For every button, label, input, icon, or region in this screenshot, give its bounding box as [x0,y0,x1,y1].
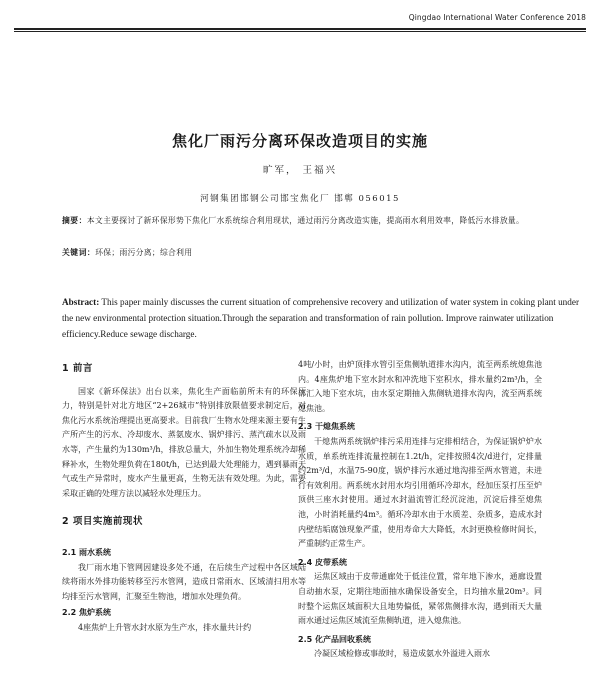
section-2-2-paragraph: 4座焦炉上升管水封水原为生产水，排水量共计约 [78,622,252,632]
abstract-cn-text: 本文主要探讨了新环保形势下焦化厂水系统综合利用现状，通过雨污分离改造实施，提高雨水利用效率，降低污水排放量。 [86,216,525,225]
abstract-en [62,294,582,342]
section-2-4-paragraph: 运焦区域由于皮带通廊处于低洼位置，常年地下渗水，通廊设置自动抽水泵，定期往地面抽水确保设备安全，日均抽水量20m³。同时整个运焦区域面积大且地势偏低，紧邻焦侧排水沟，遇到雨天大量雨水通过运焦区域流至焦侧轨道，进入熄焦池。 [298,572,542,626]
section-2-2-heading: 2.2 焦炉系统 [62,608,111,618]
section-2-5-heading: 2.5 化产品回收系统 [298,634,371,644]
right-column [298,358,542,662]
section-2-heading: 2 项目实施前现状 [62,516,143,528]
section-2-3-heading: 2.3 干熄焦系统 [298,422,355,432]
section-2-1-heading: 2.1 雨水系统 [62,547,111,557]
paper-affiliation: 河钢集团邯钢公司邯宝焦化厂 邯郸 056015 [200,194,400,204]
section-2-1-paragraph: 我厂雨水地下管网因建设多处不通，在后续生产过程中各区域陆续将雨水外排功能转移至污水管网，造成日常雨水、区域清扫用水等均排至污水管网，汇聚至生物池，增加水处理负荷。 [62,562,306,601]
section-2-4-heading: 2.4 皮带系统 [298,557,347,567]
left-column [62,362,306,636]
abstract-cn [62,213,582,228]
paper-authors: 旷军， 王福兴 [262,165,338,176]
keywords-cn-text: 环保；雨污分离；综合利用 [95,248,193,257]
section-2-3-paragraph: 干熄焦两系统锅炉排污采用连排与定排相结合，为保证锅炉炉水水质，单系统连排流量控制在1.2t/h，定排按照4次/d进行，定排量约2m³/d，水温75-90度，锅炉排污水通过地沟排至两水管道，未进行有效利用。两系统水封用水均引用循环冷却水，经加压泵打压至炉顶供三座水封使用。通过水封溢流管汇经沉淀池，沉淀后排至熄焦池，小时消耗量约4m³。循环冷却水由于水质差、杂质多，造成水封内壁结垢腐蚀现象严重，使用寿命大大降低，水封更换检修时间长，严重制约正常生产。 [298,436,542,549]
keywords-cn-label: 关键词： [62,248,96,257]
paper-title: 焦化厂雨污分离环保改造项目的实施 [171,132,428,150]
abstract-en-label: Abstract: [62,297,100,307]
abstract-cn-label: 摘要： [62,216,87,225]
continued-paragraph: 4吨/小时，由炉顶排水管引至焦侧轨道排水沟内，流至两系统熄焦池内。4座焦炉地下室水封水和冲洗地下室积水，排水量约2m³/h，全部汇入地下室水坑，由水泵定期抽入焦侧轨道排水沟内，流至两系统熄焦池。 [298,360,542,413]
section-2-5-paragraph: 冷凝区域检修或事故时，易造成氨水外溢进入雨水 [314,649,490,659]
abstract-en-text: This paper mainly discusses the current situation of comprehensive recovery and utilization of water system in coking plant under the new environmental protection situation.Through the separation and transformation of rain pollution. Improve rainwater utilization efficiency.Reduce sewage discharge. [62,297,580,339]
section-1-heading: 1 前言 [62,363,93,374]
header-rule [14,28,586,32]
journal-header: Qingdao International Water Conference 2018 [408,13,586,22]
section-1-paragraph: 国家《新环保法》出台以来，焦化生产面临前所未有的环保压力，特别是针对北方地区“2+26城市”特别排放限值要求制定后，对焦化污水系统治理提出更高要求。目前我厂生物水处理来源主要有生产所产生的污水、冷却废水、蒸氨废水、锅炉排污、蒸汽疏水以及雨水等，产生量约为130m³/h，排放总量大，外加生物处理系统冷却稀释补水，生物处理负荷在180t/h，已达到最大处理能力，遇到暴雨天气或生产异常时，废水产生量更高，生物无法有效处理。为此，需要采取正确的处理方法以减轻水处理压力。 [62,386,306,498]
keywords-cn [62,245,582,260]
